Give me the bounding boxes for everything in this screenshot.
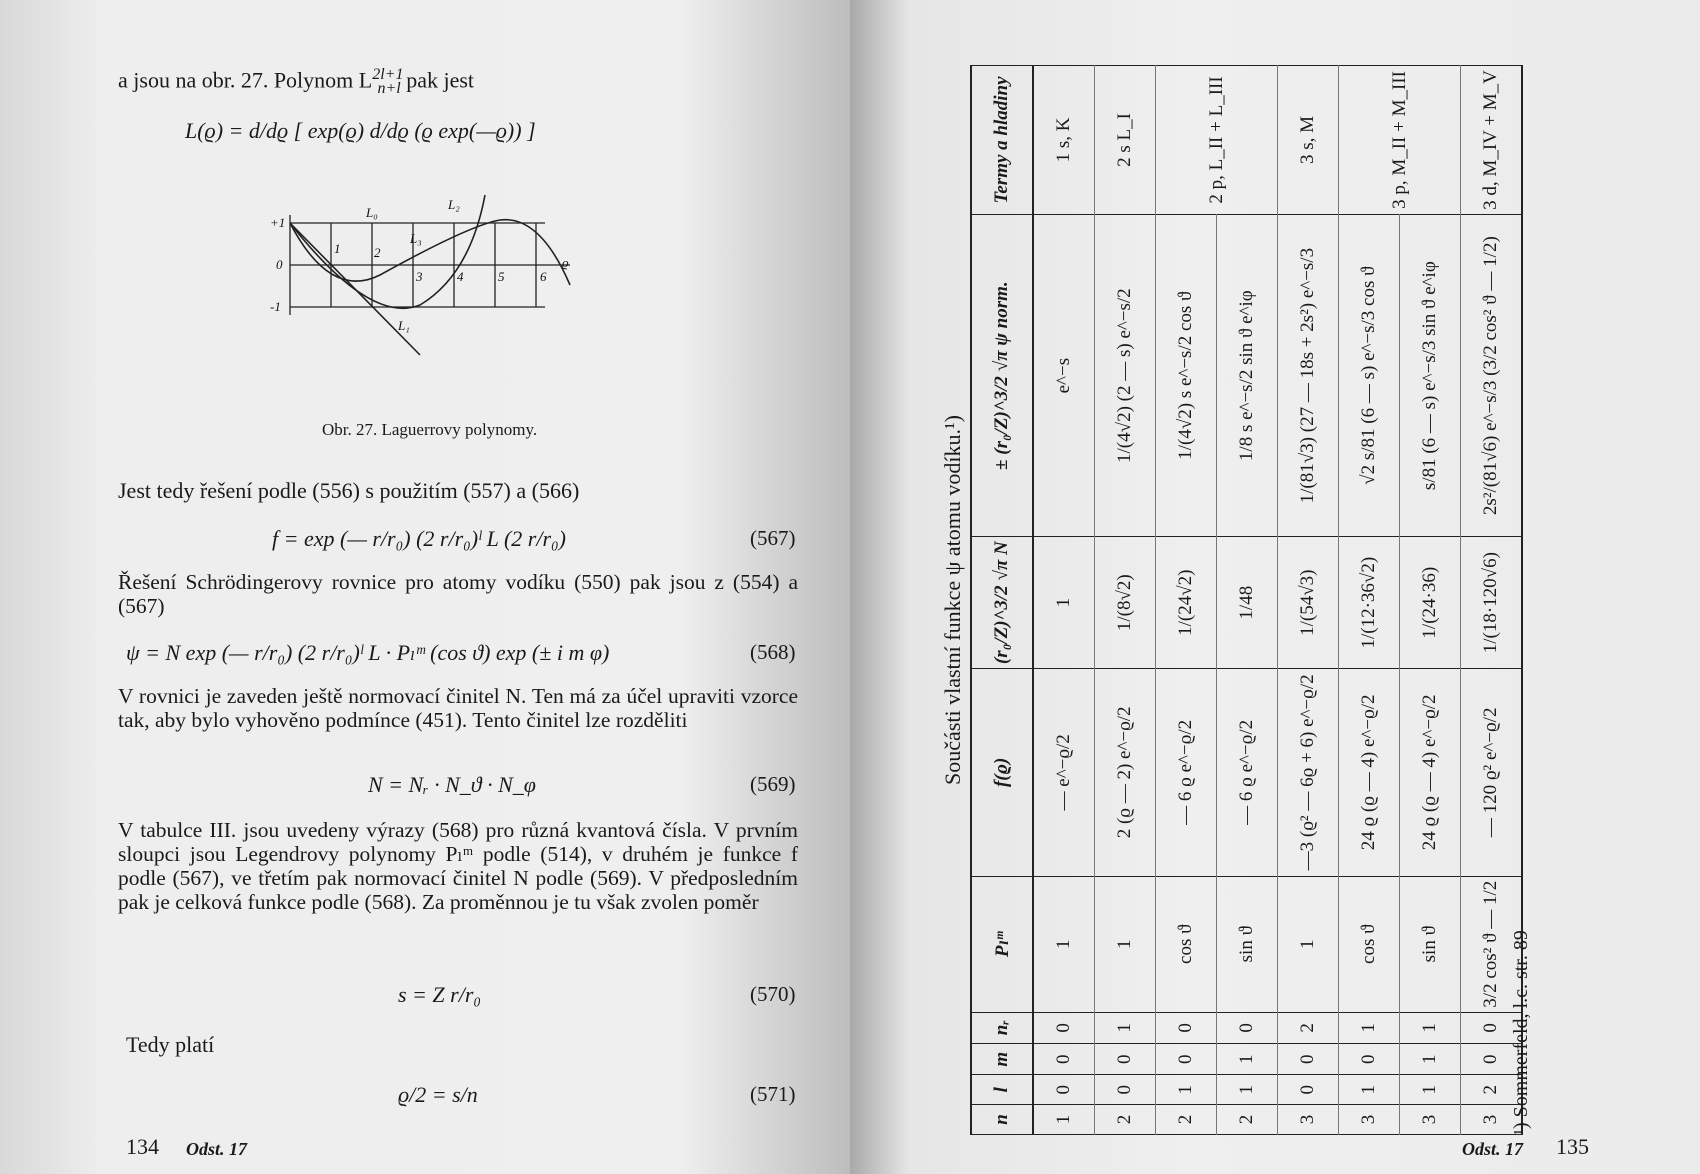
- table-row: [1278, 66, 1339, 1135]
- cell-psi: 1/8 s e^−s/2 sin ϑ e^iφ: [1217, 214, 1278, 536]
- cell-legendre: sin ϑ: [1217, 876, 1278, 1012]
- label-plus-one: +1: [270, 215, 286, 230]
- cell-l: 2: [1461, 1075, 1523, 1105]
- cell-l: 1: [1339, 1075, 1400, 1105]
- table-row: [1217, 66, 1278, 1135]
- cell-term: 3 d, M_IV + M_V: [1461, 66, 1523, 215]
- cell-norm: 1/(12·36√2): [1339, 537, 1400, 669]
- cell-f: —3 (ϱ² — 6ϱ + 6) e^−ϱ/2: [1278, 669, 1339, 877]
- cell-f: — 120 ϱ² e^−ϱ/2: [1461, 669, 1523, 877]
- cell-f: — e^−ϱ/2: [1033, 669, 1095, 877]
- cell-term: 3 s, M: [1278, 66, 1339, 215]
- cell-m: 0: [1156, 1044, 1217, 1075]
- curve-L3: [290, 220, 570, 285]
- cell-legendre: cos ϑ: [1339, 876, 1400, 1012]
- table-row: [1156, 66, 1217, 1135]
- cell-term: 3 p, M_II + M_III: [1339, 66, 1461, 215]
- eigenfunction-table: [970, 65, 1523, 1135]
- header-m: m: [971, 1044, 1033, 1075]
- cell-m: 1: [1217, 1044, 1278, 1075]
- cell-legendre: 1: [1278, 876, 1339, 1012]
- cell-n: 2: [1095, 1105, 1156, 1135]
- cell-n: 1: [1033, 1105, 1095, 1135]
- cell-nr: 1: [1400, 1012, 1461, 1043]
- cell-legendre: sin ϑ: [1400, 876, 1461, 1012]
- equation-569: N = Nᵣ · N_ϑ · N_φ: [368, 772, 536, 797]
- cell-psi: e^−s: [1033, 214, 1095, 536]
- equation-568-number: (568): [750, 640, 796, 664]
- cell-nr: 2: [1278, 1012, 1339, 1043]
- laguerre-figure: [270, 197, 590, 365]
- cell-nr: 0: [1217, 1012, 1278, 1043]
- label-L0: L₀: [366, 205, 378, 220]
- cell-legendre: 1: [1095, 876, 1156, 1012]
- cell-f: 24 ϱ (ϱ — 4) e^−ϱ/2: [1339, 669, 1400, 877]
- cell-norm: 1/(54√3): [1278, 537, 1339, 669]
- cell-l: 0: [1095, 1075, 1156, 1105]
- cell-m: 0: [1033, 1044, 1095, 1075]
- cell-n: 3: [1400, 1105, 1461, 1135]
- label-rho: ϱ: [562, 255, 569, 270]
- cell-legendre: 3/2 cos² ϑ — 1/2: [1461, 876, 1523, 1012]
- cell-n: 2: [1217, 1105, 1278, 1135]
- header-f: f(ϱ): [971, 669, 1033, 877]
- label-2: 2: [374, 245, 381, 260]
- table-row: [1339, 66, 1400, 1135]
- cell-nr: 1: [1095, 1012, 1156, 1043]
- cell-term: 1 s, K: [1033, 66, 1095, 215]
- cell-m: 0: [1278, 1044, 1339, 1075]
- label-5: 5: [498, 269, 505, 284]
- header-l: l: [971, 1075, 1033, 1105]
- cell-l: 1: [1217, 1075, 1278, 1105]
- label-L2: L₂: [448, 197, 460, 212]
- rotated-table-block: [940, 65, 1580, 1135]
- cell-f: 2 (ϱ — 2) e^−ϱ/2: [1095, 669, 1156, 877]
- section-label-right: Odst. 17: [1462, 1139, 1524, 1159]
- cell-norm: 1/(24√2): [1156, 537, 1217, 669]
- cell-norm: 1/(18·120√6): [1461, 537, 1523, 669]
- equation-569-number: (569): [750, 772, 796, 796]
- equation-570: s = Z r/r₀: [398, 982, 482, 1007]
- label-zero: 0: [276, 257, 283, 272]
- cell-nr: 1: [1339, 1012, 1400, 1043]
- intro-line: a jsou na obr. 27. Polynom $L^{2l+1}_{n+l}$ pak jest: [118, 66, 475, 97]
- cell-f: — 6 ϱ e^−ϱ/2: [1156, 669, 1217, 877]
- label-6: 6: [540, 269, 547, 284]
- cell-l: 0: [1278, 1075, 1339, 1105]
- cell-psi: √2 s/81 (6 — s) e^−s/3 cos ϑ: [1339, 214, 1400, 536]
- header-terms: Termy a hladiny: [971, 66, 1033, 215]
- cell-norm: 1: [1033, 537, 1095, 669]
- cell-f: — 6 ϱ e^−ϱ/2: [1217, 669, 1278, 877]
- cell-term: 2 p, L_II + L_III: [1156, 66, 1278, 215]
- header-norm: (r₀/Z)^3/2 √π N: [971, 537, 1033, 669]
- page-number-right: 135: [1556, 1134, 1589, 1159]
- cell-nr: 0: [1156, 1012, 1217, 1043]
- table-title: Součásti vlastní funkce ψ atomu vodíku.¹): [940, 415, 965, 785]
- figure-caption: Obr. 27. Laguerrovy polynomy.: [322, 420, 538, 439]
- section-label-left: Odst. 17: [186, 1139, 248, 1159]
- cell-psi: 1/(81√3) (27 — 18s + 2s²) e^−s/3: [1278, 214, 1339, 536]
- cell-nr: 0: [1461, 1012, 1523, 1043]
- cell-m: 0: [1461, 1044, 1523, 1075]
- cell-m: 0: [1095, 1044, 1156, 1075]
- table-row: [1033, 66, 1095, 1135]
- cell-norm: 1/(24·36): [1400, 537, 1461, 669]
- equation-567: f = exp (— r/r₀) (2 r/r₀)ˡ L (2 r/r₀): [272, 526, 566, 551]
- label-3: 3: [416, 269, 423, 284]
- laguerre-equation: L(ϱ) = d/dϱ [ exp(ϱ) d/dϱ (ϱ exp(—ϱ)) ]: [185, 118, 536, 143]
- page-number-left: 134: [126, 1134, 159, 1159]
- cell-norm: 1/(8√2): [1095, 537, 1156, 669]
- paragraph-568: Řešení Schrödingerovy rovnice pro atomy vodíku (550) pak jsou z (554) a (567): [118, 570, 798, 618]
- paragraph-570: V tabulce III. jsou uvedeny výrazy (568) pro různá kvantová čísla. V prvním sloupci jsou Legendrovy polynomy Pₗᵐ podle (514), v druhém je funkce f podle (567), ve třetím pak normovací činitel N podle (569). V předposledním pak je celková funkce podle (568). Za proměnnou je tu však zvolen poměr: [118, 818, 798, 914]
- equation-571: ϱ/2 = s/n: [398, 1082, 478, 1107]
- equation-568: ψ = N exp (— r/r₀) (2 r/r₀)ˡ L · Pₗᵐ (cos ϑ) exp (± i m φ): [126, 640, 610, 665]
- table-row: [1400, 66, 1461, 1135]
- label-4: 4: [457, 269, 464, 284]
- cell-psi: 2s²/(81√6) e^−s/3 (3/2 cos² ϑ — 1/2): [1461, 214, 1523, 536]
- cell-l: 0: [1033, 1075, 1095, 1105]
- label-1: 1: [334, 241, 341, 256]
- cell-psi: s/81 (6 — s) e^−s/3 sin ϑ e^iφ: [1400, 214, 1461, 536]
- table-row: [1095, 66, 1156, 1135]
- label-minus-one: -1: [270, 299, 281, 314]
- equation-570-number: (570): [750, 982, 796, 1006]
- line-reseni: Jest tedy řešení podle (556) s použitím (557) a (566): [118, 478, 580, 503]
- label-L1: L₁: [398, 318, 410, 333]
- cell-n: 3: [1339, 1105, 1400, 1135]
- cell-l: 1: [1156, 1075, 1217, 1105]
- cell-f: 24 ϱ (ϱ — 4) e^−ϱ/2: [1400, 669, 1461, 877]
- cell-n: 2: [1156, 1105, 1217, 1135]
- cell-psi: 1/(4√2) s e^−s/2 cos ϑ: [1156, 214, 1217, 536]
- header-nr: nᵣ: [971, 1012, 1033, 1043]
- cell-n: 3: [1461, 1105, 1523, 1135]
- paragraph-569: V rovnici je zaveden ještě normovací činitel N. Ten má za účel upraviti vzorce tak, aby bylo vyhověno podmínce (451). Tento činitel lze rozděliti: [118, 684, 798, 732]
- header-psi: ± (r₀/Z)^3/2 √π ψ norm.: [971, 214, 1033, 536]
- equation-567-number: (567): [750, 526, 796, 550]
- cell-legendre: cos ϑ: [1156, 876, 1217, 1012]
- label-L3: L₃: [410, 231, 422, 246]
- equation-571-number: (571): [750, 1082, 796, 1106]
- line-tedy-plati: Tedy platí: [126, 1032, 215, 1057]
- cell-l: 1: [1400, 1075, 1461, 1105]
- cell-nr: 0: [1033, 1012, 1095, 1043]
- header-n: n: [971, 1105, 1033, 1135]
- cell-m: 1: [1400, 1044, 1461, 1075]
- cell-n: 3: [1278, 1105, 1339, 1135]
- cell-term: 2 s L_I: [1095, 66, 1156, 215]
- cell-psi: 1/(4√2) (2 — s) e^−s/2: [1095, 214, 1156, 536]
- cell-m: 0: [1339, 1044, 1400, 1075]
- cell-norm: 1/48: [1217, 537, 1278, 669]
- table-footnote: ¹) Sommerfeld, l.c. str. 89: [1510, 930, 1532, 1135]
- header-legendre: Pₗᵐ: [971, 876, 1033, 1012]
- cell-legendre: 1: [1033, 876, 1095, 1012]
